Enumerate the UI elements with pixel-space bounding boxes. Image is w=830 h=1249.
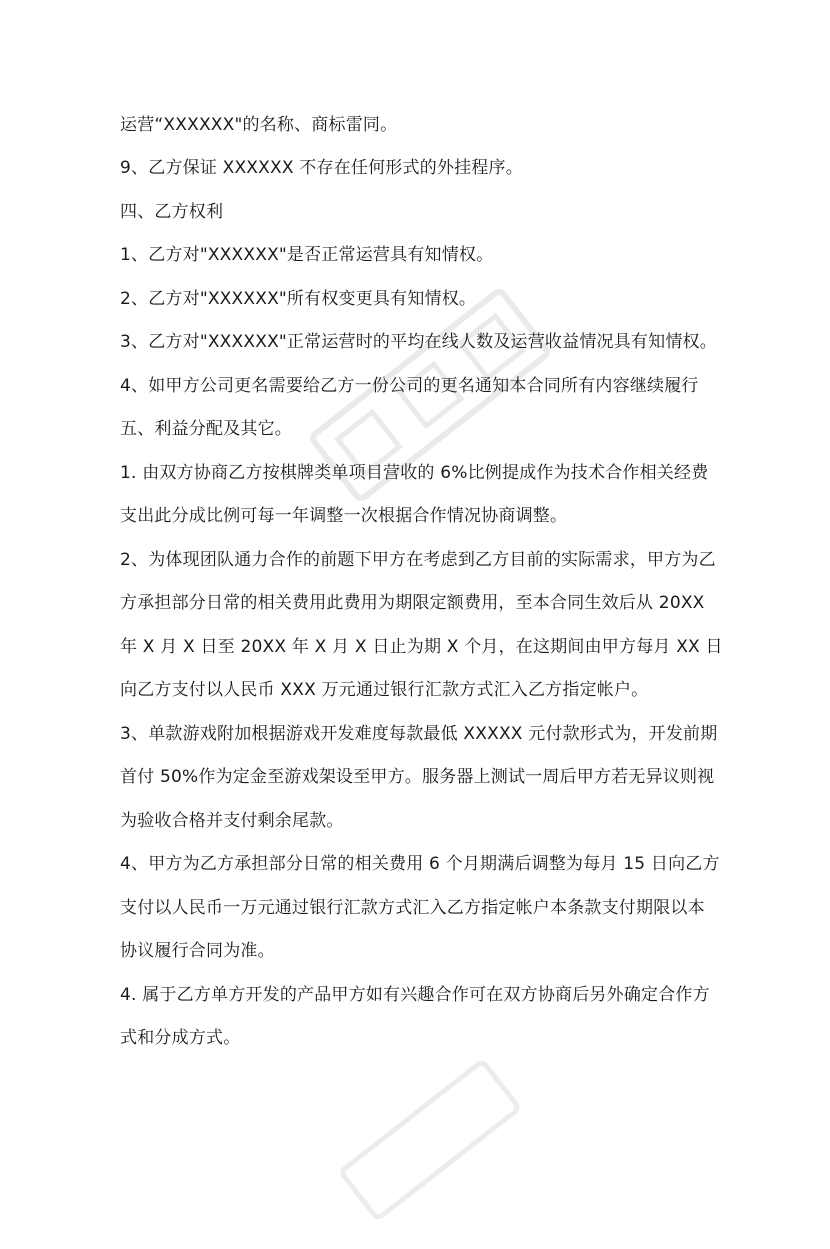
- text-line: 运营“XXXXXX"的名称、商标雷同。: [120, 115, 398, 135]
- text-line: 2、为体现团队通力合作的前题下甲方在考虑到乙方目前的实际需求，甲方为乙: [120, 550, 716, 570]
- watermark-stamp-bottom-icon: [314, 1031, 545, 1249]
- section-heading: 四、乙方权利: [120, 202, 224, 222]
- text-line: 2、乙方对"XXXXXX"所有权变更具有知情权。: [120, 289, 477, 309]
- text-line: 3、乙方对"XXXXXX"正常运营时的平均在线人数及运营收益情况具有知情权。: [120, 332, 717, 352]
- text-line: 方承担部分日常的相关费用此费用为期限定额费用，至本合同生效后从 20XX: [120, 593, 705, 613]
- text-line: 支出此分成比例可每一年调整一次根据合作情况协商调整。: [120, 506, 568, 526]
- text-line: 4、甲方为乙方承担部分日常的相关费用 6 个月期满后调整为每月 15 日向乙方: [120, 854, 720, 874]
- text-line: 4、如甲方公司更名需要给乙方一份公司的更名通知本合同所有内容继续履行: [120, 376, 699, 396]
- text-line: 3、单款游戏附加根据游戏开发难度每款最低 XXXXX 元付款形式为，开发前期: [120, 724, 718, 744]
- text-line: 协议履行合同为准。: [120, 941, 275, 961]
- text-line: 向乙方支付以人民币 XXX 万元通过银行汇款方式汇入乙方指定帐户。: [120, 680, 649, 700]
- text-line: 式和分成方式。: [120, 1028, 241, 1048]
- text-line: 支付以人民币一万元通过银行汇款方式汇入乙方指定帐户本条款支付期限以本: [120, 898, 705, 918]
- text-line: 首付 50%作为定金至游戏架设至甲方。服务器上测试一周后甲方若无异议则视: [120, 767, 715, 787]
- text-line: 年 X 月 X 日至 20XX 年 X 月 X 日止为期 X 个月，在这期间由甲方每月 XX 日: [120, 637, 723, 657]
- text-line: 9、乙方保证 XXXXXX 不存在任何形式的外挂程序。: [120, 158, 523, 178]
- text-line: 1、乙方对"XXXXXX"是否正常运营具有知情权。: [120, 245, 494, 265]
- text-line: 1. 由双方协商乙方按棋牌类单项目营收的 6%比例提成作为技术合作相关经费: [120, 463, 709, 483]
- text-line: 4. 属于乙方单方开发的产品甲方如有兴趣合作可在双方协商后另外确定合作方: [120, 985, 710, 1005]
- text-line: 为验收合格并支付剩余尾款。: [120, 811, 344, 831]
- section-heading: 五、利益分配及其它。: [120, 419, 292, 439]
